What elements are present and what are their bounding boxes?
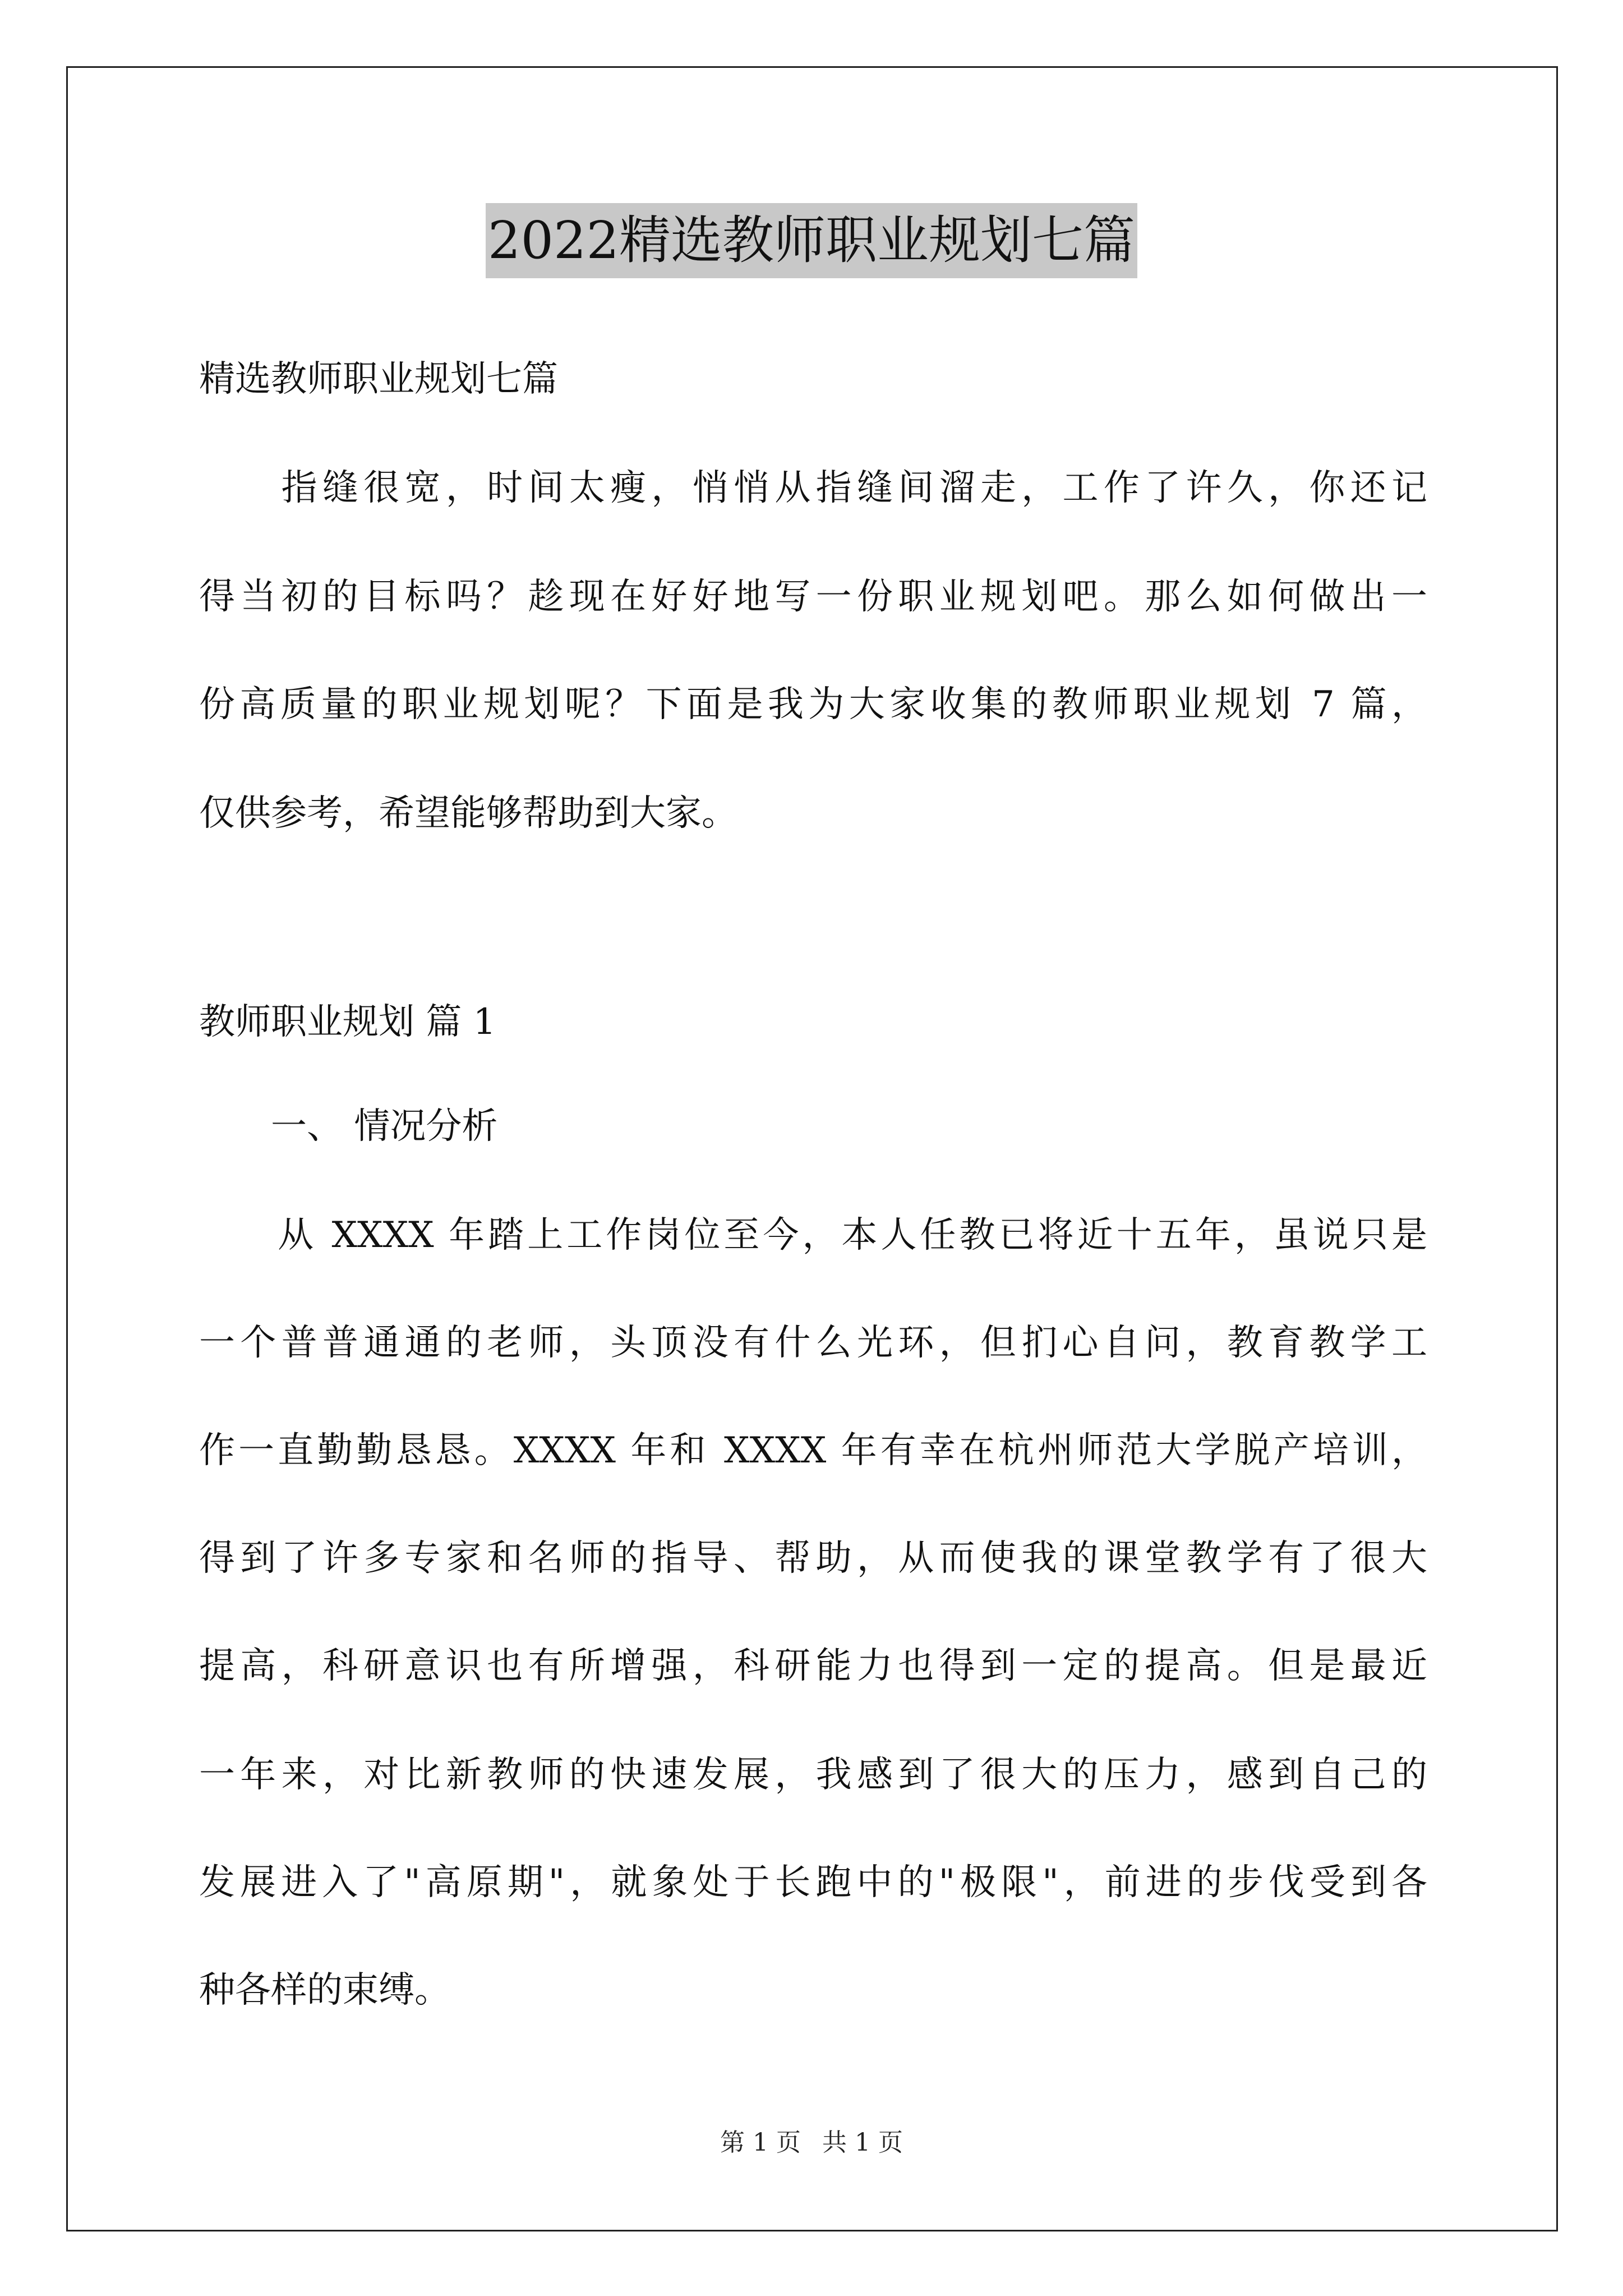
page-footer: [0, 2126, 1623, 2160]
page-number-current: 第 1 页: [720, 2128, 801, 2157]
body-line-6: 一年来，对比新教师的快速发展，我感到了很大的压力，感到自己的: [199, 1754, 1427, 1796]
document-title: 2022精选教师职业规划七篇: [486, 203, 1137, 278]
intro-line-3: 份高质量的职业规划呢？下面是我为大家收集的教师职业规划 7 篇，: [199, 684, 1427, 725]
section-heading: 教师职业规划 篇 1: [199, 1001, 496, 1043]
intro-line-1: 指缝很宽，时间太瘦，悄悄从指缝间溜走，工作了许久，你还记: [199, 467, 1427, 509]
intro-line-4: 仅供参考，希望能够帮助到大家。: [199, 793, 737, 834]
body-line-5: 提高，科研意识也有所增强，科研能力也得到一定的提高。但是最近: [199, 1645, 1427, 1687]
body-line-7: 发展进入了"高原期"，就象处于长跑中的"极限"，前进的步伐受到各: [199, 1862, 1427, 1903]
body-line-4: 得到了许多专家和名师的指导、帮助，从而使我的课堂教学有了很大: [199, 1538, 1427, 1579]
intro-line-2: 得当初的目标吗？趁现在好好地写一份职业规划吧。那么如何做出一: [199, 576, 1427, 618]
title-container: [0, 203, 1623, 278]
body-line-2: 一个普普通通的老师，头顶没有什么光环，但扪心自问，教育教学工: [199, 1322, 1427, 1364]
page-number-total: 共 1 页: [822, 2128, 903, 2157]
body-line-3: 作一直勤勤恳恳。XXXX 年和 XXXX 年有幸在杭州师范大学脱产培训，: [199, 1430, 1427, 1471]
body-line-1: 从 XXXX 年踏上工作岗位至今，本人任教已将近十五年，虽说只是: [199, 1214, 1427, 1256]
subsection-heading: 一、 情况分析: [199, 1106, 498, 1147]
document-subtitle: 精选教师职业规划七篇: [199, 358, 558, 400]
body-line-8: 种各样的束缚。: [199, 1970, 450, 2011]
